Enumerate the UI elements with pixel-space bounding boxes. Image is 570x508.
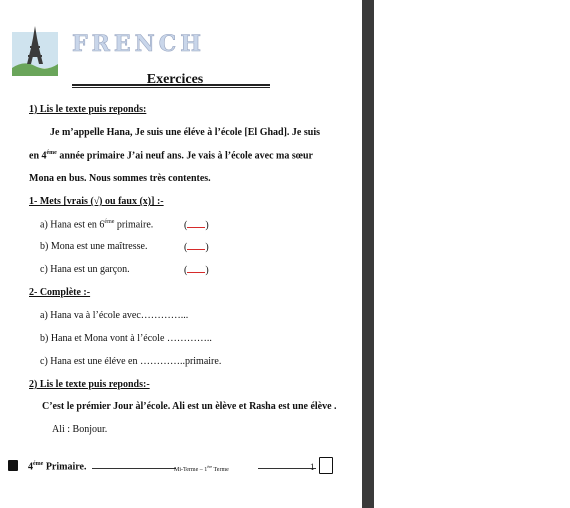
text-fragment: 4 — [28, 461, 33, 473]
paren-close: ) — [205, 242, 209, 253]
text-fragment: Primaire. — [43, 461, 87, 473]
text-fragment: Terme — [212, 467, 229, 473]
blank-line — [187, 219, 205, 228]
q2-heading: 2- Complète :- — [29, 287, 91, 298]
clipboard-icon — [319, 457, 333, 474]
q1-item-c: c) Hana est un garçon. — [40, 264, 130, 275]
q1-item-a — [40, 219, 153, 230]
q1-heading: 1- Mets [vrais (√) ou faux (x)] :- — [29, 196, 164, 207]
answer-blank-c[interactable] — [184, 264, 209, 276]
paren-open: ( — [184, 265, 188, 276]
page-title: Exercices — [146, 72, 204, 87]
section2-heading: 2) Lis le texte puis reponds:- — [29, 379, 150, 390]
answer-blank-a[interactable] — [184, 219, 209, 231]
text-fragment: en 4 — [29, 150, 47, 162]
footer-term — [174, 464, 229, 473]
superscript: éme — [104, 219, 115, 225]
superscript: ère — [207, 464, 213, 469]
section1-paragraph-line2 — [29, 150, 313, 161]
viewer-gutter — [362, 0, 374, 508]
text-fragment: a) Hana est en 6 — [40, 219, 105, 231]
blank-area — [374, 0, 570, 508]
eiffel-tower-icon — [12, 24, 58, 76]
paren-close: ) — [205, 265, 209, 276]
banner-title: FRENCH — [72, 31, 206, 57]
bag-icon — [8, 460, 18, 471]
blank-line — [187, 264, 205, 273]
header — [10, 24, 270, 76]
text-fragment: primaire. — [114, 219, 154, 231]
text-fragment: année primaire J’ai neuf ans. Je vais à l’école avec ma sœur — [56, 150, 313, 162]
footer-rule — [92, 468, 176, 469]
text-fragment: Mi-Terme – 1 — [174, 467, 208, 473]
section1-paragraph-line1: Je m’appelle Hana, Je suis une éléve à l’école [El Ghad]. Je suis — [50, 127, 320, 138]
paren-close: ) — [205, 220, 209, 231]
superscript: éme — [33, 461, 44, 467]
superscript: éme — [46, 150, 57, 156]
q2-item-a: a) Hana va à l’école avec…………... — [40, 310, 189, 321]
paren-open: ( — [184, 242, 188, 253]
page-number: 1 — [310, 462, 315, 472]
q2-item-b: b) Hana et Mona vont à l’école ………….. — [40, 333, 212, 344]
footer — [8, 457, 338, 475]
section2-line2: Ali : Bonjour. — [52, 424, 108, 435]
paren-open: ( — [184, 220, 188, 231]
blank-line — [187, 241, 205, 250]
footer-rule — [258, 468, 316, 469]
section2-line1: C’est le prémier Jour àl’école. Ali est un èlève et Rasha est une élève . — [42, 401, 337, 412]
footer-grade — [28, 461, 86, 472]
section1-paragraph-line3: Mona en bus. Nous sommes très contentes. — [29, 173, 211, 184]
section1-heading: 1) Lis le texte puis reponds: — [29, 104, 147, 115]
q2-item-c: c) Hana est une éléve en …………..primaire. — [40, 356, 222, 367]
answer-blank-b[interactable] — [184, 241, 209, 253]
q1-item-b: b) Mona est une maîtresse. — [40, 241, 148, 252]
